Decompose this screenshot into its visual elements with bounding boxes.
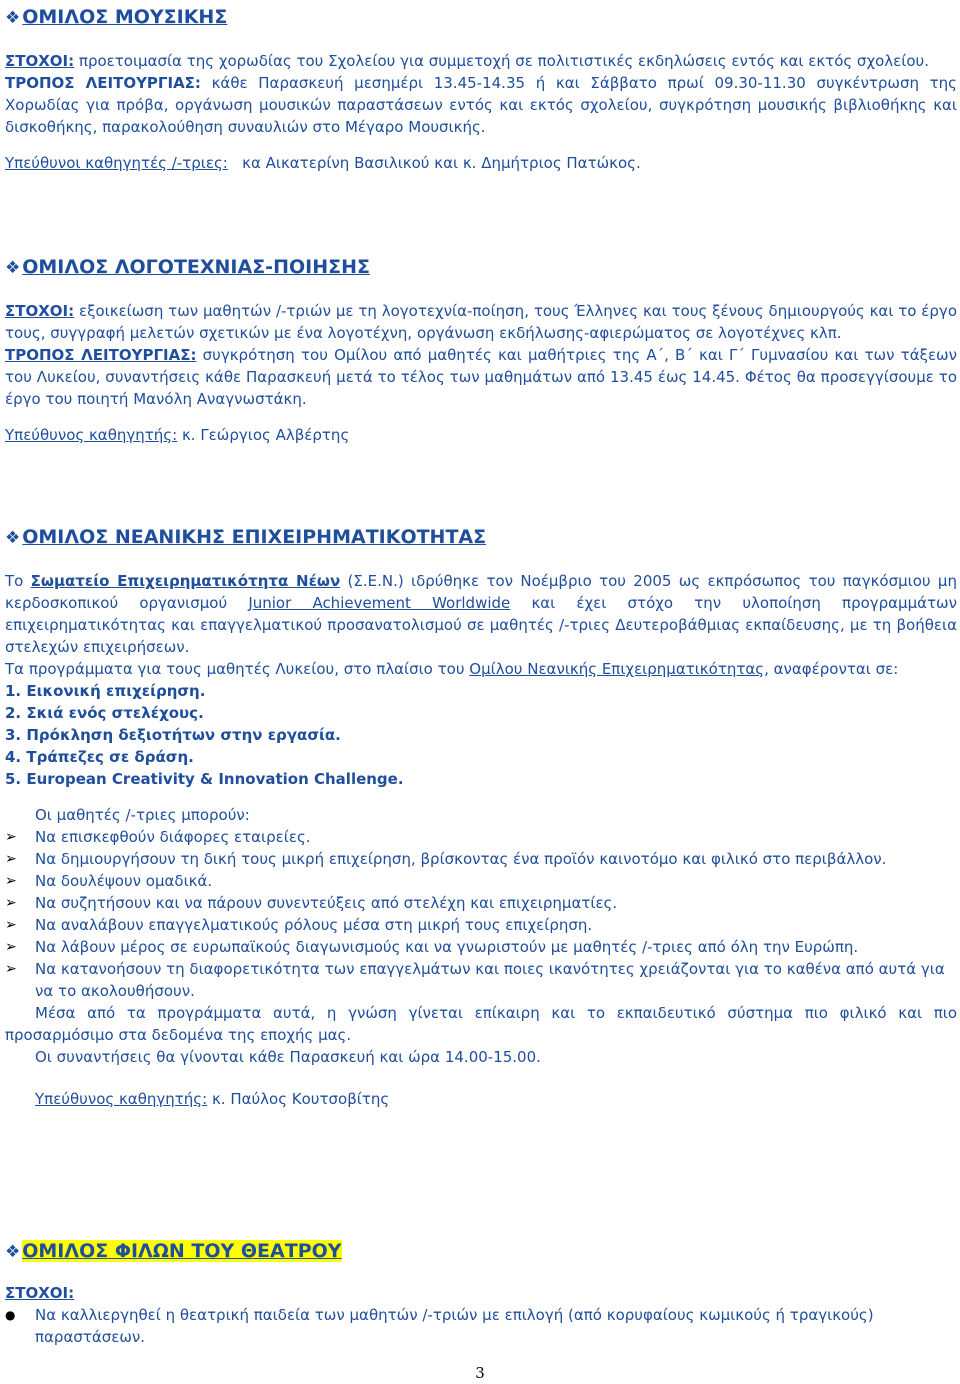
list-item	[5, 936, 957, 958]
theatre-goals-list	[5, 1304, 957, 1348]
section-heading	[5, 4, 957, 30]
programs-list	[5, 680, 957, 790]
list-item: 1. Εικονική επιχείρηση.	[5, 682, 206, 700]
goals-paragraph	[5, 1282, 957, 1304]
list-item: 3. Πρόκληση δεξιοτήτων στην εργασία.	[5, 726, 341, 744]
mode-label: ΤΡΟΠΟΣ ΛΕΙΤΟΥΡΓΙΑΣ:	[5, 74, 201, 92]
closing-paragraph: Μέσα από τα προγράμματα αυτά, η γνώση γίνεται επίκαιρη και το εκπαιδευτικό σύστημα πιο φιλικό και πιο προσαρμόσιμο στα δεδομένα της εποχής μας.	[5, 1004, 957, 1044]
list-item-text: Να συζητήσουν και να πάρουν συνεντεύξεις από στελέχη και επιχειρηματίες.	[35, 894, 618, 912]
club-link[interactable]: Ομίλου Νεανικής Επιχειρηματικότητας	[469, 660, 765, 678]
arrow-bullet-icon: ➢	[5, 917, 17, 933]
round-bullet-icon: ●	[5, 1308, 16, 1322]
mode-paragraph	[5, 344, 957, 410]
list-item-text: Να δημιουργήσουν τη δική τους μικρή επιχείρηση, βρίσκοντας ένα προϊόν καινοτόμο και φιλικό στο περιβάλλον.	[35, 850, 887, 868]
intro-paragraph	[5, 570, 957, 658]
list-item	[5, 848, 957, 870]
goals-paragraph	[5, 300, 957, 344]
responsible-text: κ. Παύλος Κουτσοβίτης	[211, 1090, 390, 1108]
heading-text: ΟΜΙΛΟΣ ΜΟΥΣΙΚΗΣ	[22, 6, 228, 28]
arrow-bullet-icon: ➢	[5, 939, 17, 955]
mode-text: συγκρότηση του Ομίλου από μαθητές και μαθήτριες της Α΄, Β΄ και Γ΄ Γυμνασίου και των τάξεων του Λυκείου, συναντήσεις κάθε Παρασκευή μετά το τέλος των μαθημάτων από 13.45 έως 14.45. Φέτος θα προσεγγίσουμε το έργο του ποιητή Μανόλη Αναγνωστάκη.	[5, 346, 958, 408]
responsible-label: Υπεύθυνος καθηγητής:	[5, 426, 178, 444]
page-number: 3	[475, 1364, 485, 1382]
abilities-list	[5, 826, 957, 1002]
list-item-text: Να δουλέψουν ομαδικά.	[35, 872, 213, 890]
mode-paragraph	[5, 72, 957, 138]
list-item	[5, 958, 957, 1002]
org-name: Σωματείο Επιχειρηματικότητα Νέων	[30, 572, 341, 590]
goals-text: εξοικείωση των μαθητών /-τριών με τη λογοτεχνία-ποίηση, τους Έλληνες και τους ξένους δημιουργούς και το έργο τους, συγγραφή μελετών σχετικών με ένα λογοτέχνη, οργάνωση εκδήλωσης-αφιερώματος σε λογοτέχνες κλπ.	[5, 302, 957, 342]
responsible-label: Υπεύθυνος καθηγητής:	[35, 1090, 208, 1108]
students-can: Οι μαθητές /-τριες μπορούν:	[35, 806, 250, 824]
heading-text: ΟΜΙΛΟΣ ΦΙΛΩΝ ΤΟΥ ΘΕΑΤΡΟΥ	[22, 1240, 342, 1262]
arrow-bullet-icon: ➢	[5, 895, 17, 911]
responsible-paragraph	[5, 1088, 957, 1110]
heading-text: ΟΜΙΛΟΣ ΝΕΑΝΙΚΗΣ ΕΠΙΧΕΙΡΗΜΑΤΙΚΟΤΗΤΑΣ	[22, 526, 487, 548]
section-theatre	[5, 1238, 957, 1348]
list-item: 2. Σκιά ενός στελέχους.	[5, 704, 204, 722]
list-item	[5, 892, 957, 914]
section-heading	[5, 254, 957, 280]
list-item	[5, 914, 957, 936]
goals-text: προετοιμασία της χορωδίας του Σχολείου για συμμετοχή σε πολιτιστικές εκδηλώσεις εντός και εκτός σχολείου.	[78, 52, 929, 70]
section-heading	[5, 524, 957, 550]
goals-label: ΣΤΟΧΟΙ:	[5, 52, 75, 70]
intro-text-b: ιδρύθηκε τον Νοέμβριο του 2005 ως εκπρόσωπος του παγκόσμιου μη κερδοσκοπικού οργανισμού	[5, 572, 957, 612]
responsible-text: κ. Γεώργιος Αλβέρτης	[181, 426, 350, 444]
diamond-bullet-icon: ❖	[5, 1242, 21, 1262]
diamond-bullet-icon: ❖	[5, 528, 21, 548]
goals-label: ΣΤΟΧΟΙ:	[5, 302, 75, 320]
list-item	[5, 1304, 957, 1348]
responsible-label: Υπεύθυνοι καθηγητές /-τριες:	[5, 154, 228, 172]
list-item-text: Να κατανοήσουν τη διαφορετικότητα των επαγγελμάτων και ποιες ικανότητες χρειάζονται για το καθένα από αυτά για να το ακολουθήσουν.	[35, 960, 945, 1000]
programs-text-a: Τα προγράμματα για τους μαθητές Λυκείου, στο πλαίσιο του	[5, 660, 465, 678]
arrow-bullet-icon: ➢	[5, 829, 17, 845]
ja-link[interactable]: Junior Achievement Worldwide	[248, 594, 511, 612]
arrow-bullet-icon: ➢	[5, 873, 17, 889]
mode-text: κάθε Παρασκευή μεσημέρι 13.45-14.35 ή και Σάββατο πρωί 09.30-11.30 συγκέντρωση της Χορωδίας για πρόβα, οργάνωση μουσικών παραστάσεων εντός και εκτός σχολείου, συγκρότηση μουσικής βιβλιοθήκης και δισκοθήκης, παρακολούθηση συναυλιών στο Μέγαρο Μουσικής.	[5, 74, 957, 136]
section-literature	[5, 254, 957, 446]
goals-label: ΣΤΟΧΟΙ:	[5, 1284, 75, 1302]
arrow-bullet-icon: ➢	[5, 851, 17, 867]
diamond-bullet-icon: ❖	[5, 8, 21, 28]
list-item-text: Να καλλιεργηθεί η θεατρική παιδεία των μαθητών /-τριών με επιλογή (από κορυφαίους κωμικούς ή τραγικούς) παραστάσεων.	[35, 1306, 874, 1346]
intro-text-c: και έχει στόχο την υλοποίηση προγραμμάτων επιχειρηματικότητας και επαγγελματικού προσανατολισμού σε μαθητές /-τριες Δευτεροβάθμιας εκπαίδευσης, με τη βοήθεια στελεχών επιχειρήσεων.	[5, 594, 957, 656]
list-item-text: Να αναλάβουν επαγγελματικούς ρόλους μέσα στη μικρή τους επιχείρηση.	[35, 916, 593, 934]
diamond-bullet-icon: ❖	[5, 258, 21, 278]
intro-text-a: Το	[5, 572, 24, 590]
list-item	[5, 870, 957, 892]
responsible-paragraph	[5, 424, 957, 446]
arrow-bullet-icon: ➢	[5, 961, 17, 977]
programs-text-b: , αναφέρονται σε:	[764, 660, 899, 678]
list-item: 4. Τράπεζες σε δράση.	[5, 748, 194, 766]
programs-paragraph	[5, 658, 957, 680]
section-music	[5, 4, 957, 174]
heading-text: ΟΜΙΛΟΣ ΛΟΓΟΤΕΧΝΙΑΣ-ΠΟΙΗΣΗΣ	[22, 256, 370, 278]
goals-paragraph	[5, 50, 957, 72]
list-item-text: Να λάβουν μέρος σε ευρωπαϊκούς διαγωνισμούς και να γνωριστούν με μαθητές /-τριες από όλη την Ευρώπη.	[35, 938, 859, 956]
list-item	[5, 826, 957, 848]
list-item-text: Να επισκεφθούν διάφορες εταιρείες.	[35, 828, 311, 846]
list-item: 5. European Creativity & Innovation Challenge.	[5, 770, 404, 788]
meetings-paragraph: Οι συναντήσεις θα γίνονται κάθε Παρασκευή και ώρα 14.00-15.00.	[35, 1048, 541, 1066]
org-abbr: (Σ.Ε.Ν.)	[347, 572, 404, 590]
responsible-paragraph	[5, 152, 957, 174]
mode-label: ΤΡΟΠΟΣ ΛΕΙΤΟΥΡΓΙΑΣ:	[5, 346, 197, 364]
section-entrepreneurship	[5, 524, 957, 1110]
section-heading	[5, 1238, 957, 1264]
responsible-text: κα Αικατερίνη Βασιλικού και κ. Δημήτριος Πατώκος.	[242, 154, 641, 172]
